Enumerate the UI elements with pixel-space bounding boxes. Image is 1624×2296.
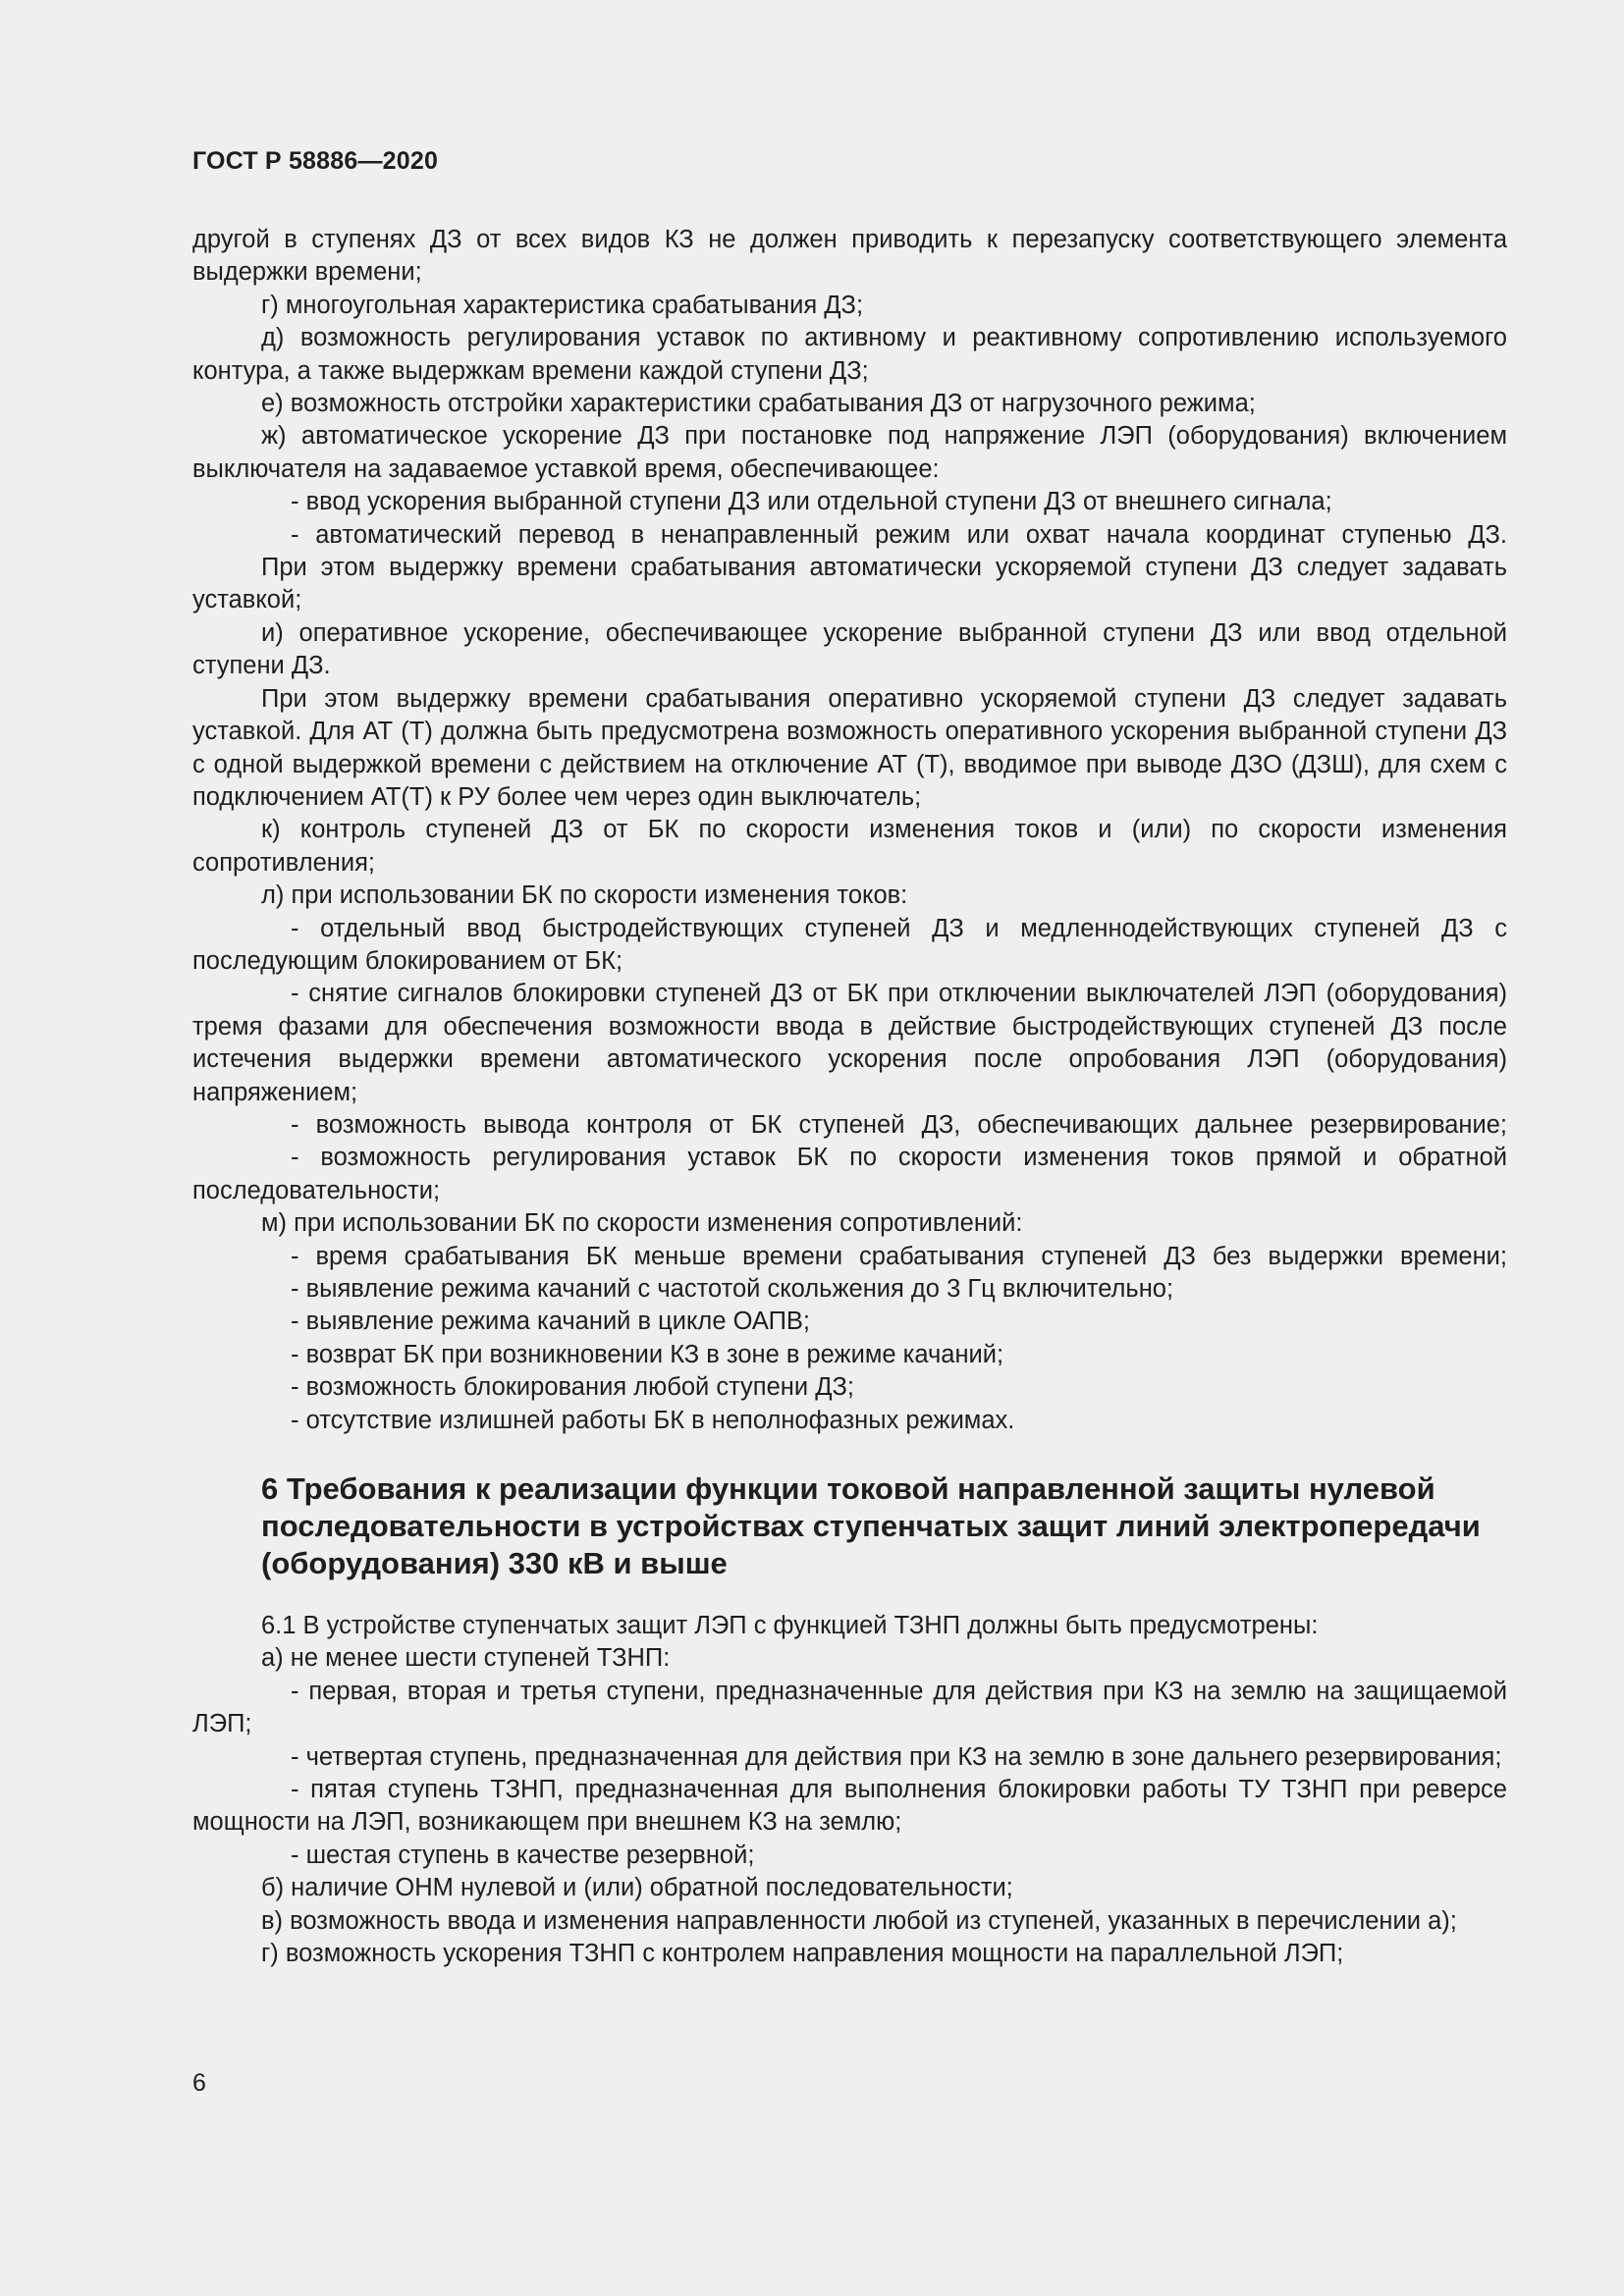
list-item-l: л) при использовании БК по скорости изменения токов: xyxy=(261,881,908,910)
list-item-v: в) возможность ввода и изменения направленности любой из ступеней, указанных в перечислении а); xyxy=(261,1906,1457,1935)
dash-item: - шестая ступень в качестве резервной; xyxy=(291,1841,755,1869)
document-body xyxy=(192,224,1507,1971)
clause-6-1: 6.1 В устройстве ступенчатых защит ЛЭП с функцией ТЗНП должны быть предусмотрены: xyxy=(261,1612,1319,1640)
paragraph-note: При этом выдержку времени срабатывания автоматически ускоряемой ступени ДЗ следует задавать уставкой; xyxy=(192,554,1507,614)
dash-item: - ввод ускорения выбранной ступени ДЗ или отдельной ступени ДЗ от внешнего сигнала; xyxy=(291,488,1332,516)
page-number: 6 xyxy=(192,2069,206,2097)
dash-item: - возможность вывода контроля от БК ступеней ДЗ, обеспечивающих дальнее резервирование; xyxy=(291,1110,1507,1139)
dash-item: - возможность блокирования любой ступени ДЗ; xyxy=(291,1373,854,1402)
list-item-e: е) возможность отстройки характеристики срабатывания ДЗ от нагрузочного режима; xyxy=(261,390,1256,418)
dash-item: - выявление режима качаний в цикле ОАПВ; xyxy=(291,1308,811,1336)
list-item-g: г) многоугольная характеристика срабатывания ДЗ; xyxy=(261,291,864,319)
list-item-b: б) наличие ОНМ нулевой и (или) обратной последовательности; xyxy=(261,1874,1013,1902)
dash-item: - автоматический перевод в ненаправленный режим или охват начала координат ступенью ДЗ. xyxy=(291,520,1507,549)
dash-item: - возврат БК при возникновении КЗ в зоне в режиме качаний; xyxy=(291,1340,1004,1368)
dash-item: - четвертая ступень, предназначенная для действия при КЗ на землю в зоне дальнего резервирования; xyxy=(291,1742,1502,1771)
list-item-a: а) не менее шести ступеней ТЗНП: xyxy=(261,1644,671,1673)
list-item-m: м) при использовании БК по скорости изменения сопротивлений: xyxy=(261,1209,1023,1238)
list-item-k: к) контроль ступеней ДЗ от БК по скорости изменения токов и (или) по скорости изменения сопротивления; xyxy=(192,816,1507,877)
dash-item: - пятая ступень ТЗНП, предназначенная для выполнения блокировки работы ТУ ТЗНП при реверсе мощности на ЛЭП, возникающем при внешнем КЗ на землю; xyxy=(192,1776,1507,1837)
paragraph-note: При этом выдержку времени срабатывания оперативно ускоряемой ступени ДЗ следует задавать уставкой. Для АТ (Т) должна быть предусмотрена возможность оперативного ускорения выбранной ступени ДЗ с одной выдержкой времени с действием на отключение АТ (Т), вводимое при выводе ДЗО (ДЗШ), для схем с подключением АТ(Т) к РУ более чем через один выключатель; xyxy=(192,684,1507,811)
dash-item: - возможность регулирования уставок БК по скорости изменения токов прямой и обратной последовательности; xyxy=(192,1144,1507,1204)
dash-item: - время срабатывания БК меньше времени срабатывания ступеней ДЗ без выдержки времени; xyxy=(291,1242,1507,1270)
dash-item: - отсутствие излишней работы БК в неполнофазных режимах. xyxy=(291,1406,1015,1434)
dash-item: - снятие сигналов блокировки ступеней ДЗ от БК при отключении выключателей ЛЭП (оборудования) тремя фазами для обеспечения возможности ввода в действие быстродействующих ступеней ДЗ после истечения выдержки времени автоматического ускорения после опробования ЛЭП (оборудования) напряжением; xyxy=(192,980,1507,1106)
dash-item: - выявление режима качаний с частотой скольжения до 3 Гц включительно; xyxy=(291,1275,1174,1303)
section-heading: 6 Требования к реализации функции токовой направленной защиты нулевой последовательности в устройствах ступенчатых защит линий электропередачи (оборудования) 330 кВ и выше xyxy=(261,1471,1481,1581)
dash-item: - первая, вторая и третья ступени, предназначенные для действия при КЗ на землю на защищаемой ЛЭП; xyxy=(192,1677,1507,1738)
list-item-zh: ж) автоматическое ускорение ДЗ при постановке под напряжение ЛЭП (оборудования) включением выключателя на задаваемое уставкой время, обеспечивающее: xyxy=(192,422,1507,483)
paragraph-continuation: другой в ступенях ДЗ от всех видов КЗ не должен приводить к перезапуску соответствующего элемента выдержки времени; xyxy=(192,226,1507,287)
document-code-header: ГОСТ Р 58886—2020 xyxy=(192,147,439,175)
list-item-i: и) оперативное ускорение, обеспечивающее ускорение выбранной ступени ДЗ или ввод отдельной ступени ДЗ. xyxy=(192,618,1507,680)
list-item-g2: г) возможность ускорения ТЗНП с контролем направления мощности на параллельной ЛЭП; xyxy=(261,1940,1344,1968)
list-item-d: д) возможность регулирования уставок по активному и реактивному сопротивлению используемого контура, а также выдержкам времени каждой ступени ДЗ; xyxy=(192,324,1507,385)
dash-item: - отдельный ввод быстродействующих ступеней ДЗ и медленнодействующих ступеней ДЗ с последующим блокированием от БК; xyxy=(192,914,1507,975)
